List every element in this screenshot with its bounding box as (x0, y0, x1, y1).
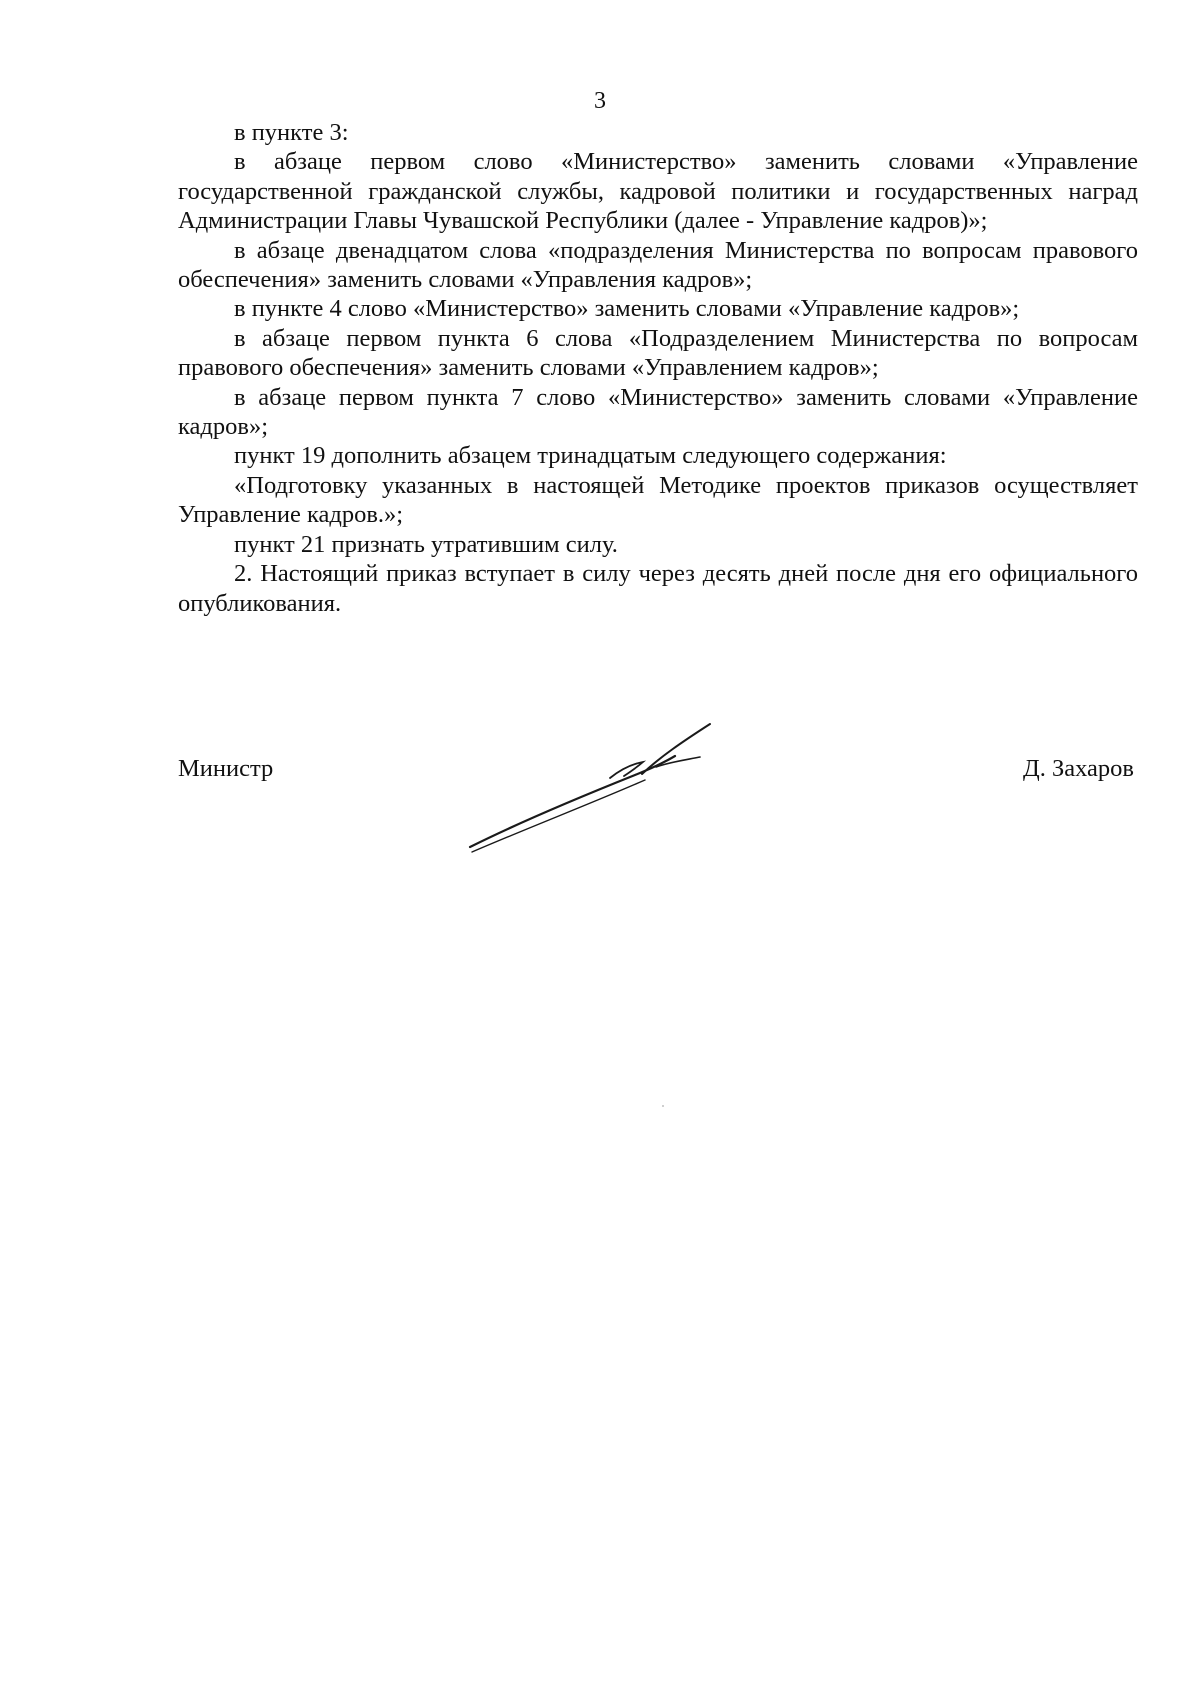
paragraph-abzac-first: в абзаце первом слово «Министерство» заменить словами «Управление государственной гражданской службы, кадровой политики и государственных наград Администрации Главы Чувашской Республики (далее - Управление кадров)»; (178, 148, 1138, 235)
handwritten-signature (460, 712, 730, 862)
signer-name: Д. Захаров (1023, 755, 1134, 782)
paragraph-effective-date: 2. Настоящий приказ вступает в силу через десять дней после дня его официального опубликования. (178, 560, 1138, 617)
paragraph-item-3-header: в пункте 3: (234, 119, 349, 146)
page-number: 3 (594, 88, 606, 114)
document-body (178, 118, 1138, 618)
paragraph-quote: «Подготовку указанных в настоящей Методике проектов приказов осуществляет Управление кадров.»; (178, 471, 1138, 529)
paragraph-item-4: в пункте 4 слово «Министерство» заменить словами «Управление кадров»; (234, 295, 1020, 323)
paragraph-abzac-twelfth: в абзаце двенадцатом слова «подразделения Министерства по вопросам правового обеспечения» заменить словами «Управления кадров»; (178, 236, 1138, 294)
paragraph-item-7: в абзаце первом пункта 7 слово «Министерство» заменить словами «Управление кадров»; (178, 383, 1138, 441)
paragraph-item-21: пункт 21 признать утратившим силу. (234, 530, 618, 558)
signer-title: Министр (178, 755, 274, 782)
paragraph-item-6: в абзаце первом пункта 6 слова «Подразделением Министерства по вопросам правового обеспечения» заменить словами «Управлением кадров»; (178, 324, 1138, 382)
scan-speck (662, 1105, 664, 1107)
paragraph-item-19: пункт 19 дополнить абзацем тринадцатым следующего содержания: (234, 442, 947, 470)
